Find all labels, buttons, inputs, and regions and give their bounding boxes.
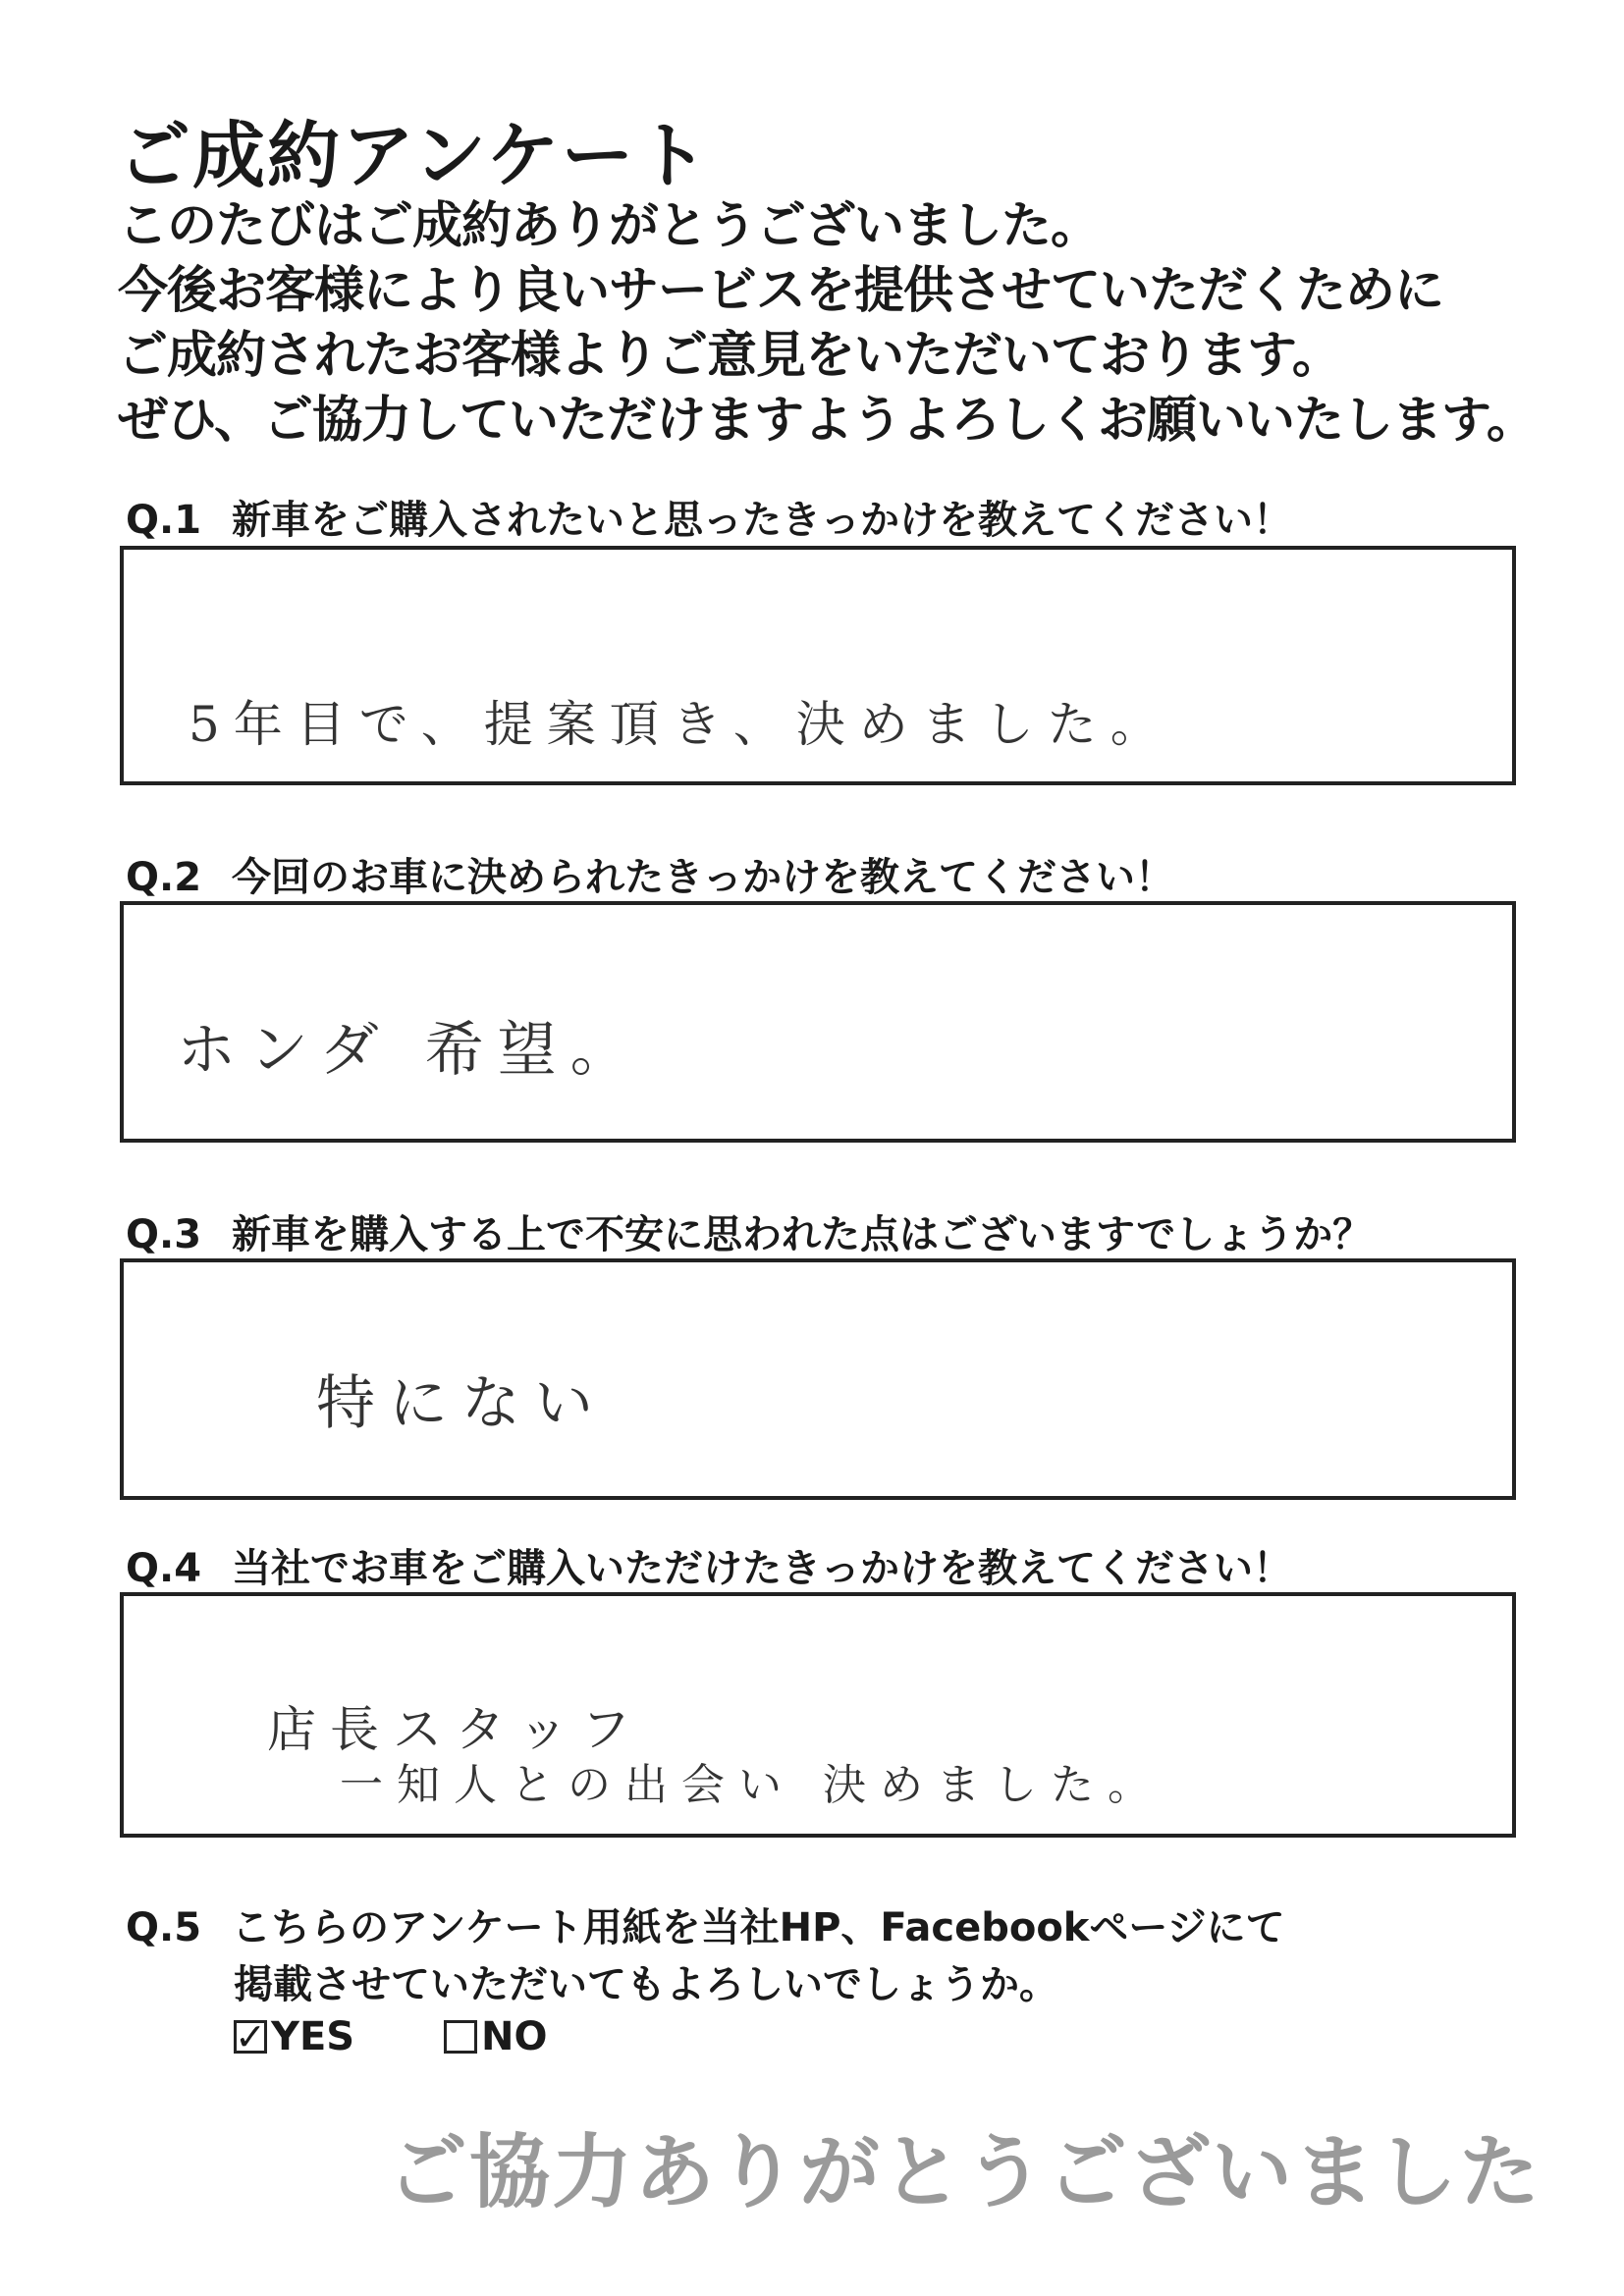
handwritten-answer: 店長スタッフ bbox=[267, 1701, 644, 1758]
answer-box-2[interactable] bbox=[120, 901, 1516, 1143]
question-4 bbox=[126, 1537, 1292, 1593]
intro-text bbox=[118, 194, 1571, 454]
handwritten-answer: 特にない bbox=[316, 1369, 607, 1438]
handwritten-answer: 一知人との出会い 決めました。 bbox=[340, 1760, 1164, 1810]
question-5-line-2: 掲載させていただいてもよろしいでしょうか。 bbox=[234, 1962, 1058, 2007]
handwritten-answer: 5年目で、提案頂き、決めました。 bbox=[189, 696, 1173, 753]
question-number: Q.5 bbox=[126, 1905, 202, 1950]
question-text: こちらのアンケート用紙を当社HP、Facebookページにて bbox=[232, 1905, 1285, 1950]
question-text: 新車をご購入されたいと思ったきっかけを教えてください！ bbox=[232, 498, 1292, 543]
question-number: Q.1 bbox=[126, 498, 202, 543]
check-icon: ✓ bbox=[235, 2015, 266, 2058]
answer-box-4[interactable] bbox=[120, 1592, 1516, 1838]
intro-line: ご成約されたお客様よりご意見をいただいております。 bbox=[118, 327, 1341, 385]
no-checkbox[interactable] bbox=[444, 2020, 477, 2054]
question-text: 新車を購入する上で不安に思われた点はございますでしょうか？ bbox=[232, 1212, 1373, 1257]
question-number: Q.4 bbox=[126, 1546, 202, 1591]
no-label: NO bbox=[481, 2014, 548, 2059]
handwritten-answer: ホンダ 希望。 bbox=[177, 1016, 643, 1085]
closing-message: ご協力ありがとうございました bbox=[386, 2126, 1542, 2219]
question-number: Q.3 bbox=[126, 1212, 202, 1257]
yes-option[interactable] bbox=[234, 2014, 354, 2059]
no-option[interactable] bbox=[444, 2014, 547, 2059]
answer-box-1[interactable] bbox=[120, 546, 1516, 785]
page-title: ご成約アンケート bbox=[118, 114, 711, 198]
yes-label: YES bbox=[271, 2014, 355, 2059]
question-2 bbox=[126, 846, 1174, 902]
intro-line: 今後お客様により良いサービスを提供させていただくために bbox=[118, 262, 1444, 320]
intro-line: ぜひ、ご協力していただけますようよろしくお願いいたします。 bbox=[118, 392, 1536, 450]
question-3 bbox=[126, 1203, 1372, 1259]
question-number: Q.2 bbox=[126, 855, 202, 900]
question-text: 今回のお車に決められたきっかけを教えてください！ bbox=[232, 855, 1174, 900]
intro-line: このたびはご成約ありがとうございました。 bbox=[118, 197, 1101, 255]
answer-box-3[interactable] bbox=[120, 1258, 1516, 1500]
yes-checkbox[interactable] bbox=[234, 2015, 267, 2058]
question-text: 当社でお車をご購入いただけたきっかけを教えてください！ bbox=[232, 1546, 1292, 1591]
question-1 bbox=[126, 489, 1292, 545]
question-5 bbox=[126, 1896, 1285, 1952]
